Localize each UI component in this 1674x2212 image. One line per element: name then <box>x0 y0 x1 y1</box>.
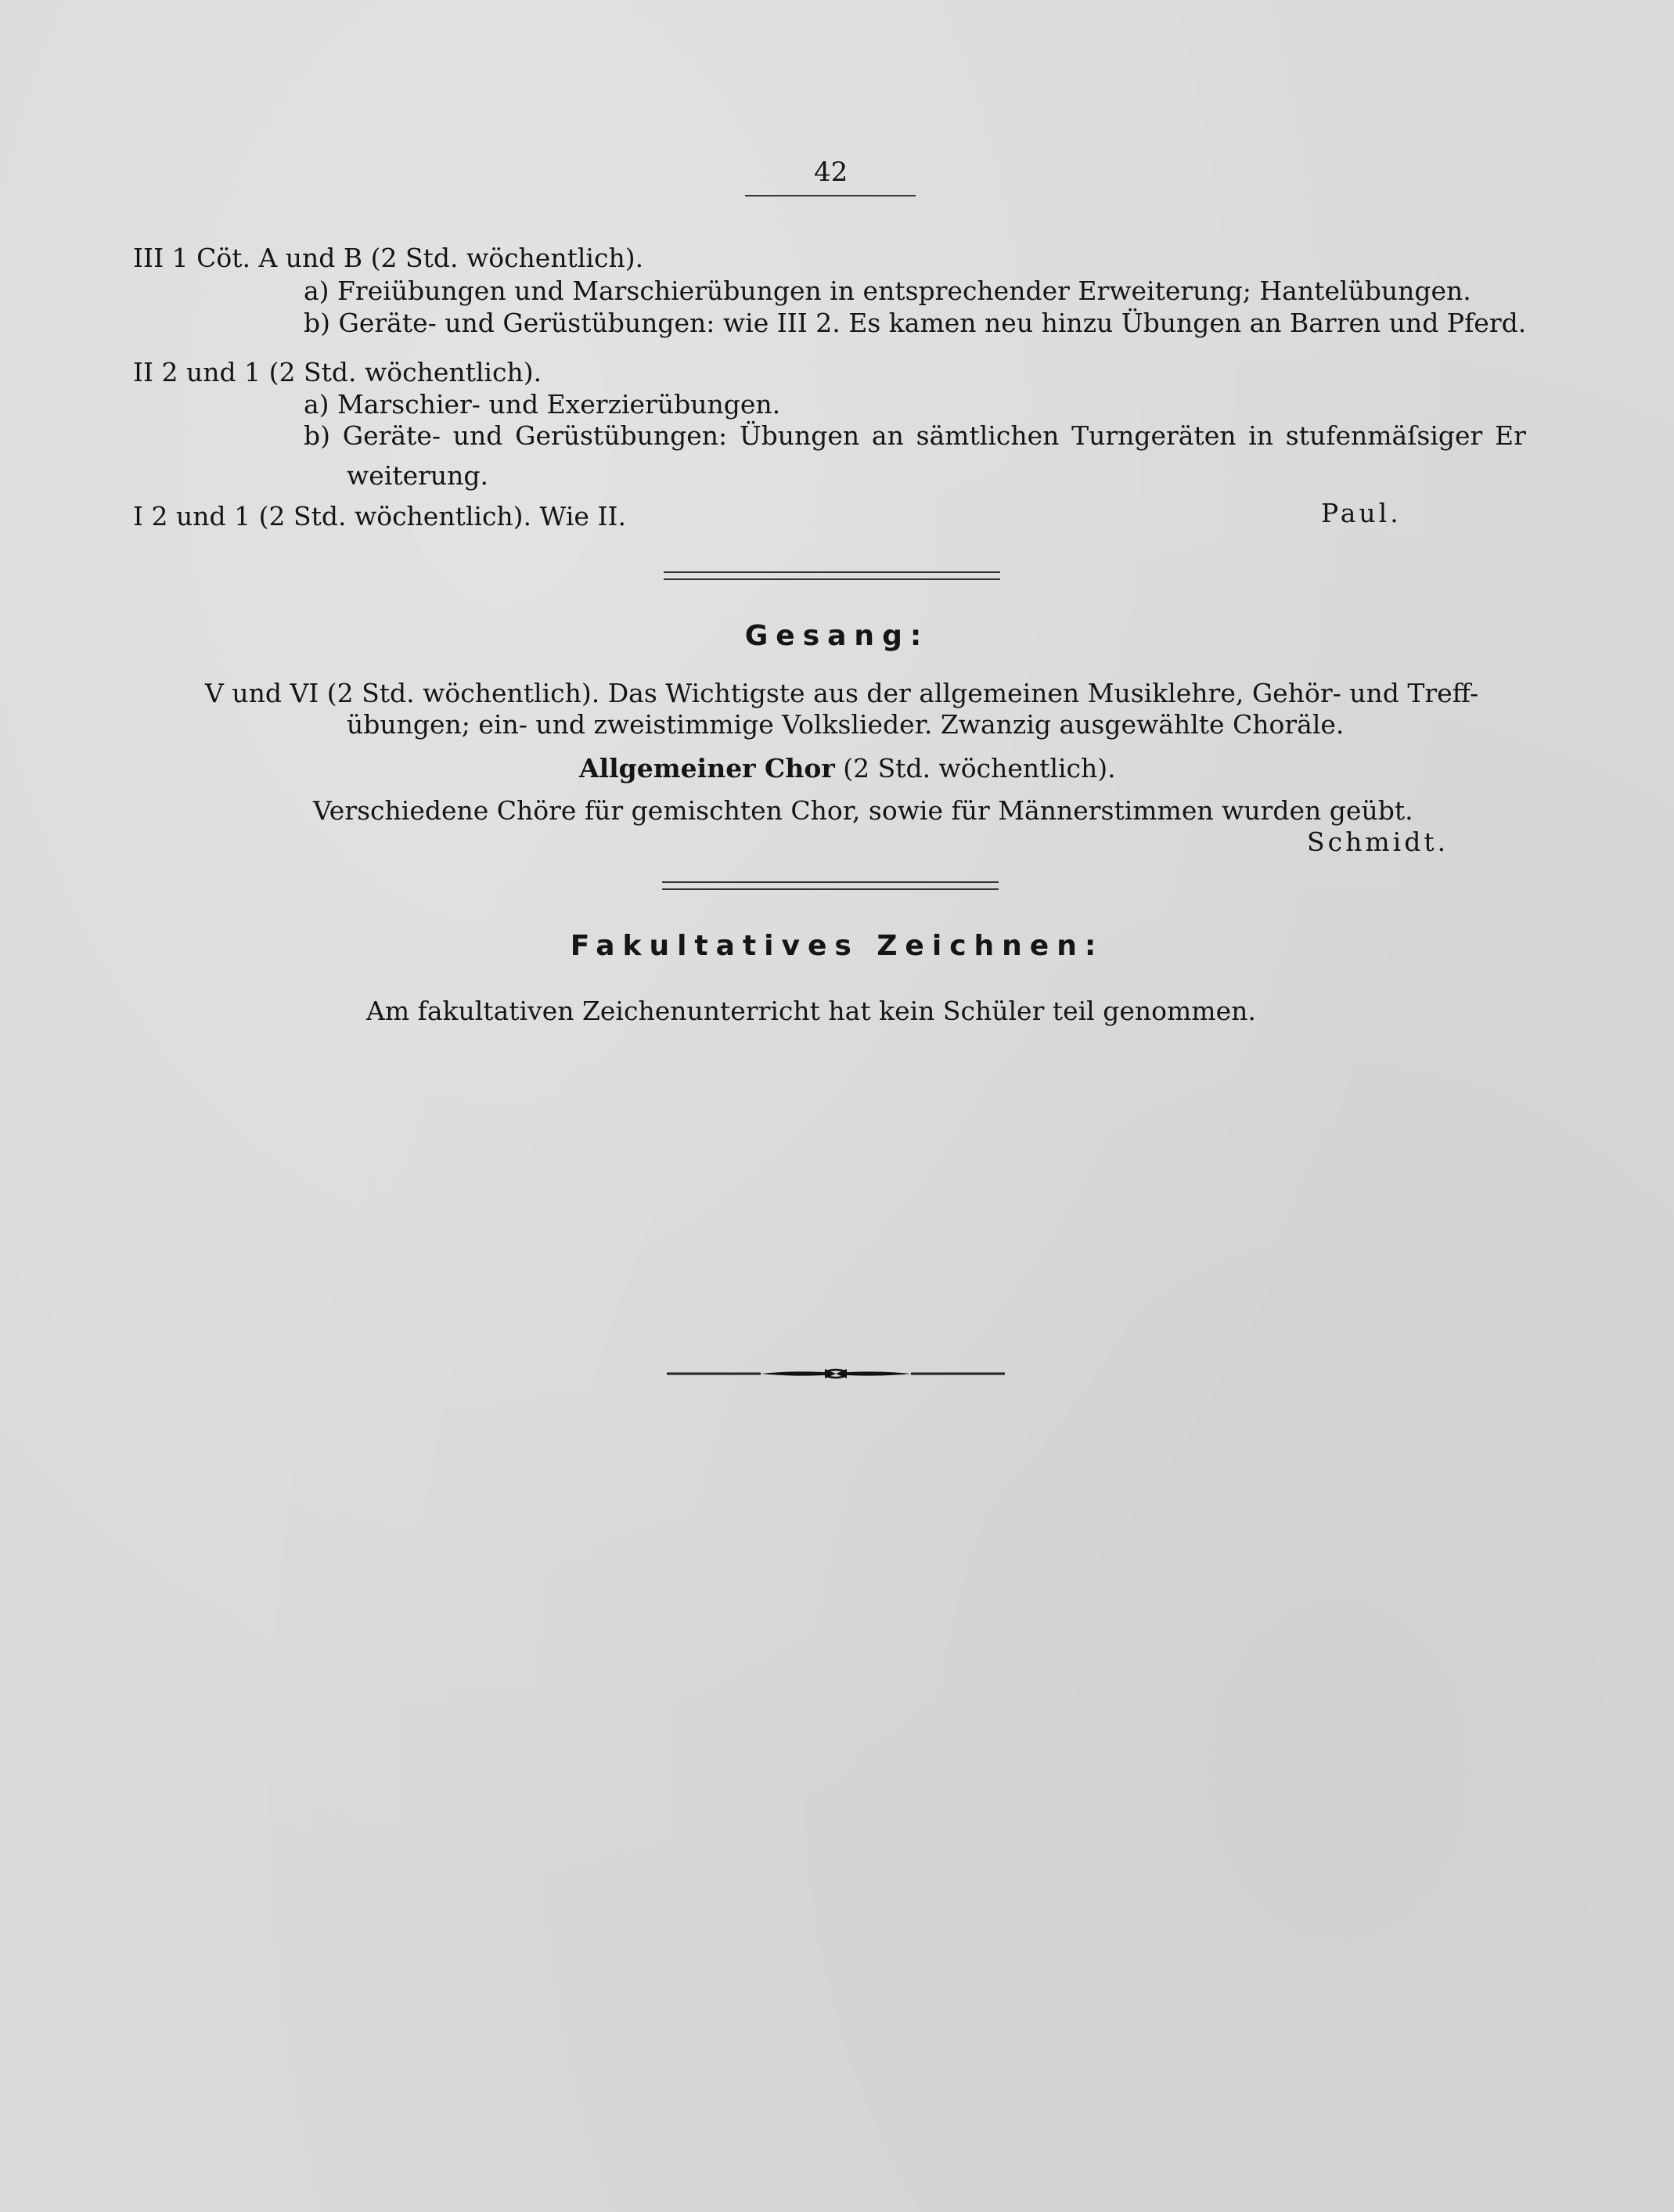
section-ii-heading: II 2 und 1 (2 Std. wöchentlich). <box>133 357 542 387</box>
word: Turngeräten <box>1071 420 1237 451</box>
word: an <box>871 420 904 451</box>
word: sämtlichen <box>916 420 1060 451</box>
page-number: 42 <box>814 157 848 188</box>
section-ii-item-b <box>304 420 1526 452</box>
word: Gerüstübungen: <box>515 420 728 451</box>
word: in <box>1248 420 1274 451</box>
word: b) <box>304 420 330 451</box>
section-i-heading: I 2 und 1 (2 Std. wöchentlich). Wie II. <box>133 501 627 531</box>
signature-schmidt: Schmidt. <box>1307 827 1449 857</box>
signature-paul: Paul. <box>1321 498 1402 528</box>
section-divider <box>664 571 1000 580</box>
chor-line <box>579 753 1116 784</box>
word: Geräte- <box>342 420 441 451</box>
page-number-rule <box>745 195 916 196</box>
word: und <box>452 420 503 451</box>
zeichnen-text: Am fakultativen Zeichenunterricht hat kein Schüler teil genommen. <box>366 996 1256 1026</box>
chor-hours: (2 Std. wöchentlich). <box>843 753 1116 784</box>
end-ornament <box>667 1362 1005 1385</box>
word: stufenmäſsiger <box>1285 420 1483 451</box>
chor-text: Verschiedene Chöre für gemischten Chor, sowie für Männerstimmen wurden geübt. <box>313 795 1413 826</box>
section-ii-item-a: a) Marschier- und Exerzierübungen. <box>304 389 781 420</box>
zeichnen-heading: Fakultatives Zeichnen: <box>570 930 1104 962</box>
chor-title: Allgemeiner Chor <box>579 753 835 784</box>
gesang-heading: Gesang: <box>744 620 930 652</box>
section-ii-item-b-continuation: weiterung. <box>347 460 489 491</box>
word: Übungen <box>739 420 860 451</box>
gesang-line-1: V und VI (2 Std. wöchentlich). Das Wichtigste aus der allgemeinen Musiklehre, Gehör- und Treff- <box>205 678 1479 708</box>
section-divider <box>662 881 999 890</box>
section-iii1-item-b: b) Geräte- und Gerüstübungen: wie III 2. Es kamen neu hinzu Übungen an Barren und Pferd. <box>304 308 1527 338</box>
word: Er <box>1495 420 1526 451</box>
section-iii1-item-a: a) Freiübungen und Marschierübungen in entsprechender Erweiterung; Hantelübungen. <box>304 276 1471 306</box>
section-iii1-heading: III 1 Cöt. A und B (2 Std. wöchentlich). <box>133 243 644 273</box>
gesang-line-2: übungen; ein- und zweistimmige Volkslieder. Zwanzig ausgewählte Choräle. <box>347 709 1345 740</box>
